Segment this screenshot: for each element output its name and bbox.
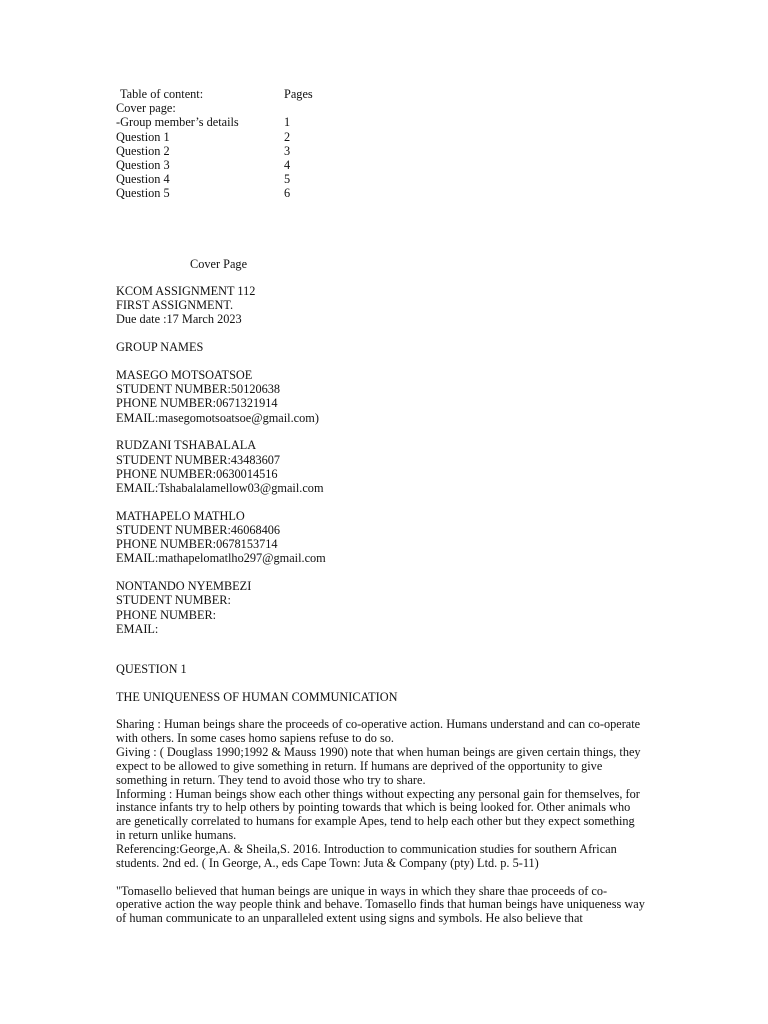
spacer	[116, 677, 646, 691]
toc-row	[116, 172, 436, 186]
group-member	[116, 509, 676, 566]
toc-item-label: Question 2	[116, 143, 170, 158]
referencing-paragraph: Referencing:George,A. & Sheila,S. 2016. Introduction to communication studies for southern African students. 2nd ed. ( In George, A., eds Cape Town: Juta & Company (pty) Ltd. p. 5-11)	[116, 842, 617, 871]
spacer	[116, 495, 676, 509]
member-email: EMAIL:Tshabalalamellow03@gmail.com	[116, 481, 324, 496]
group-names-heading: GROUP NAMES	[116, 340, 204, 355]
spacer	[116, 327, 676, 341]
toc-item-page: 6	[284, 186, 291, 201]
member-name: MASEGO MOTSOATSOE	[116, 368, 253, 382]
member-phone-number: PHONE NUMBER:0678153714	[116, 537, 278, 552]
toc-item-page: 1	[284, 115, 291, 130]
toc-header-label: Table of content:	[120, 87, 204, 101]
question-title: THE UNIQUENESS OF HUMAN COMMUNICATION	[116, 689, 398, 704]
member-name: NONTANDO NYEMBEZI	[116, 579, 252, 594]
spacer	[116, 871, 646, 885]
toc-row	[116, 115, 436, 129]
question-heading: QUESTION 1	[116, 662, 187, 676]
toc-row	[116, 101, 436, 115]
toc-item-label: Question 3	[116, 158, 170, 173]
toc-header-row	[116, 87, 436, 101]
toc-item-label: Question 4	[116, 172, 170, 187]
toc-row	[116, 144, 436, 158]
informing-paragraph: Informing : Human beings show each other things without expecting any personal gain for themselves, for instance infants try to help others by pointing towards that which is being looked for. Other animals who are genetically correlated to humans for example Apes, tend to help each other but they expect something in return unlike humans.	[116, 786, 640, 843]
giving-paragraph: Giving : ( Douglass 1990;1992 & Mauss 1990) note that when human beings are given certain things, they expect to be allowed to give something in return. If humans are deprived of the opportunity to give something in return. They tend to avoid those who try to share.	[116, 744, 641, 787]
sharing-paragraph: Sharing : Human beings share the proceeds of co-operative action. Humans understand and can co-operate with others. In some cases homo sapiens refuse to do so.	[116, 717, 641, 745]
toc-item-label: Question 1	[116, 129, 170, 144]
member-student-number: STUDENT NUMBER:	[116, 593, 231, 608]
toc-row	[116, 158, 436, 172]
toc-row	[116, 186, 436, 200]
group-member	[116, 368, 676, 425]
group-member	[116, 579, 676, 636]
toc-item-label: -Group member’s details	[116, 115, 239, 130]
member-name: RUDZANI TSHABALALA	[116, 438, 257, 453]
toc-item-page: 3	[284, 143, 291, 158]
member-email: EMAIL:	[116, 621, 159, 636]
question-1-section	[116, 663, 646, 926]
quote-paragraph: "Tomasello believed that human beings are unique in ways in which they share thae proceeds of co-operative action the way people think and behave. Tomasello finds that human beings have uniqueness way of human communicate to an unparalleled extent using signs and symbols. He also believe that	[116, 883, 645, 926]
toc-item-page: 2	[284, 129, 291, 144]
spacer	[116, 425, 676, 439]
member-phone-number: PHONE NUMBER:	[116, 607, 217, 622]
spacer	[116, 704, 646, 718]
toc-item-label: Question 5	[116, 186, 170, 201]
cover-details	[116, 284, 676, 636]
assignment-number: FIRST ASSIGNMENT.	[116, 298, 234, 313]
member-student-number: STUDENT NUMBER:46068406	[116, 523, 281, 538]
table-of-contents	[116, 87, 436, 201]
member-email: EMAIL:masegomotsoatsoe@gmail.com)	[116, 410, 319, 425]
spacer	[116, 566, 676, 580]
group-member	[116, 438, 676, 495]
member-student-number: STUDENT NUMBER:50120638	[116, 382, 281, 397]
member-student-number: STUDENT NUMBER:43483607	[116, 452, 281, 467]
toc-item-page: 4	[284, 158, 291, 173]
toc-item-page: 5	[284, 172, 291, 187]
member-name: MATHAPELO MATHLO	[116, 508, 245, 523]
spacer	[116, 354, 676, 368]
toc-header-pages: Pages	[284, 87, 313, 101]
toc-row	[116, 130, 436, 144]
cover-page-heading: Cover Page	[190, 257, 248, 271]
member-phone-number: PHONE NUMBER:0630014516	[116, 466, 278, 481]
assignment-code: KCOM ASSIGNMENT 112	[116, 284, 256, 298]
toc-item-label: Cover page:	[116, 101, 176, 116]
member-email: EMAIL:mathapelomatlho297@gmail.com	[116, 551, 326, 566]
member-phone-number: PHONE NUMBER:0671321914	[116, 396, 278, 411]
due-date: Due date :17 March 2023	[116, 312, 242, 327]
